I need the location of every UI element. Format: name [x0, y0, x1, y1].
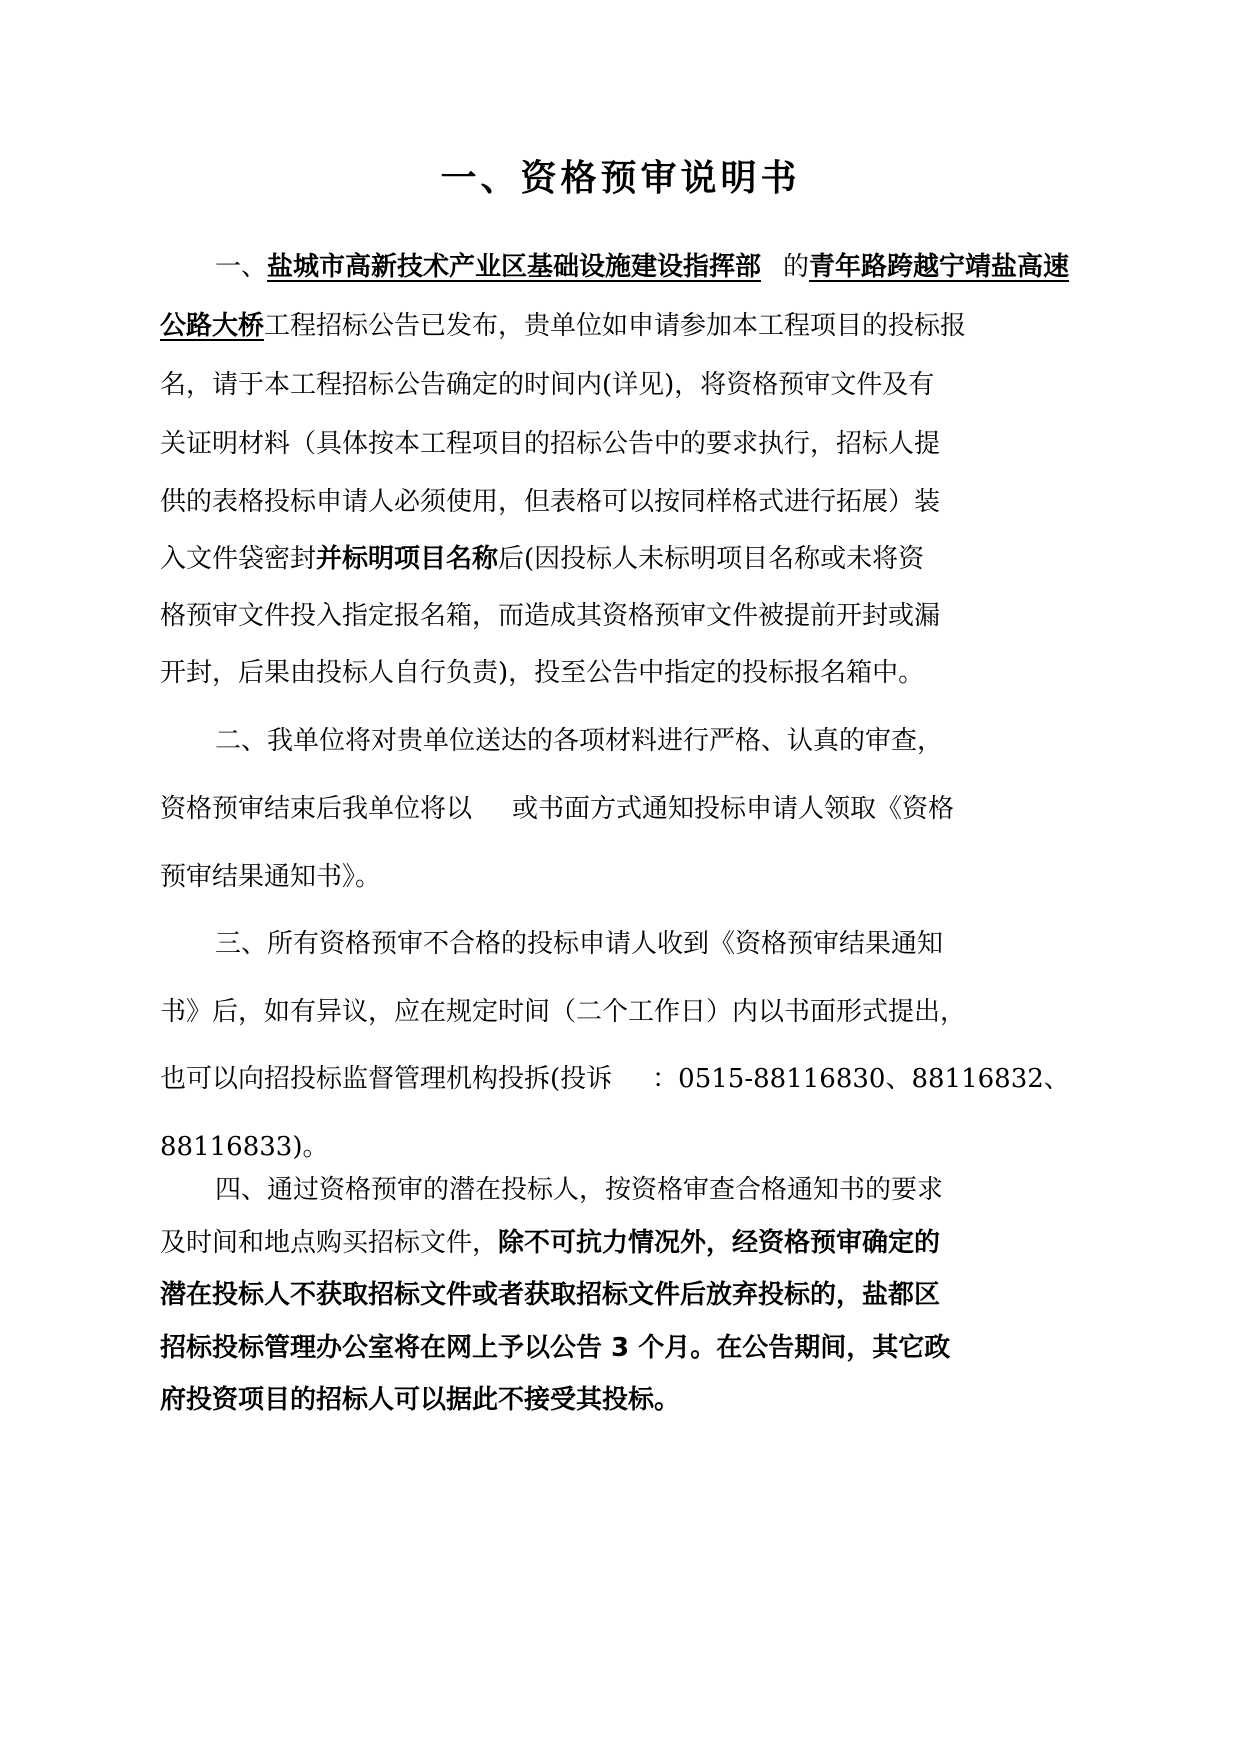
project-name-part-2: 公路大桥 [160, 311, 265, 341]
section-1-line-5: 供的表格投标申请人必须使用，但表格可以按同样格式进行拓展）装 [160, 487, 941, 517]
section-2-text: 资格预审结束后我单位将以 [160, 794, 473, 824]
section-1-line-8: 开封，后果由投标人自行负责)，投至公告中指定的投标报名箱中。 [160, 658, 925, 688]
section-4-line-3: 潜在投标人不获取招标文件或者获取招标文件后放弃投标的，盐都区 [160, 1280, 941, 1310]
emphasis-mark-project-name: 并标明项目名称 [316, 544, 499, 574]
section-3-line-1: 三、所有资格预审不合格的投标申请人收到《资格预审结果通知 [215, 929, 944, 959]
section-3-line-2: 书》后，如有异议，应在规定时间（二个工作日）内以书面形式提出， [160, 997, 967, 1027]
section-4-text: 及时间和地点购买招标文件， [160, 1228, 499, 1258]
section-2-line-3: 预审结果通知书》。 [160, 862, 382, 892]
section-1-line-1 [215, 247, 1069, 287]
section-1-line-4: 关证明材料（具体按本工程项目的招标公告中的要求执行，招标人提 [160, 429, 941, 459]
section-4-line-4: 招标投标管理办公室将在网上予以公告 3 个月。在公告期间，其它政 [160, 1333, 951, 1363]
section-1-line-2 [160, 306, 966, 346]
section-3-line-4: 88116833)。 [160, 1132, 329, 1162]
section-1-text: 工程招标公告已发布，贵单位如申请参加本工程项目的投标报 [264, 311, 967, 341]
section-2-line-2 [160, 789, 954, 829]
section-1-text: 入文件袋密封 [160, 544, 317, 574]
page-title: 一、资格预审说明书 [440, 158, 801, 199]
section-4-line-1: 四、通过资格预审的潜在投标人，按资格审查合格通知书的要求 [215, 1175, 944, 1205]
complaint-phone-numbers: ：0515-88116830、88116832、 [652, 1064, 1070, 1094]
section-2-line-1: 二、我单位将对贵单位送达的各项材料进行严格、认真的审查， [215, 726, 944, 756]
section-1-line-3: 名，请于本工程招标公告确定的时间内(详见)，将资格预审文件及有 [160, 370, 935, 400]
section-4-bold-text: 除不可抗力情况外，经资格预审确定的 [498, 1228, 941, 1258]
tenderer-name: 盐城市高新技术产业区基础设施建设指挥部 [267, 252, 762, 282]
section-3-text: 也可以向招投标监督管理机构投拆(投诉 [160, 1064, 613, 1094]
section-1-line-7: 格预审文件投入指定报名箱，而造成其资格预审文件被提前开封或漏 [160, 601, 941, 631]
section-1-number: 一、 [215, 252, 268, 282]
section-4-line-2 [160, 1223, 940, 1263]
project-name-part-1: 青年路跨越宁靖盐高速 [809, 252, 1070, 282]
connector-text: 的 [783, 252, 810, 282]
section-2-text: 或书面方式通知投标申请人领取《资格 [512, 794, 955, 824]
section-1-line-6 [160, 539, 924, 579]
section-3-line-3 [160, 1059, 1070, 1099]
section-1-text: 后(因投标人未标明项目名称或未将资 [498, 544, 925, 574]
section-4-line-5: 府投资项目的招标人可以据此不接受其投标。 [160, 1385, 681, 1415]
